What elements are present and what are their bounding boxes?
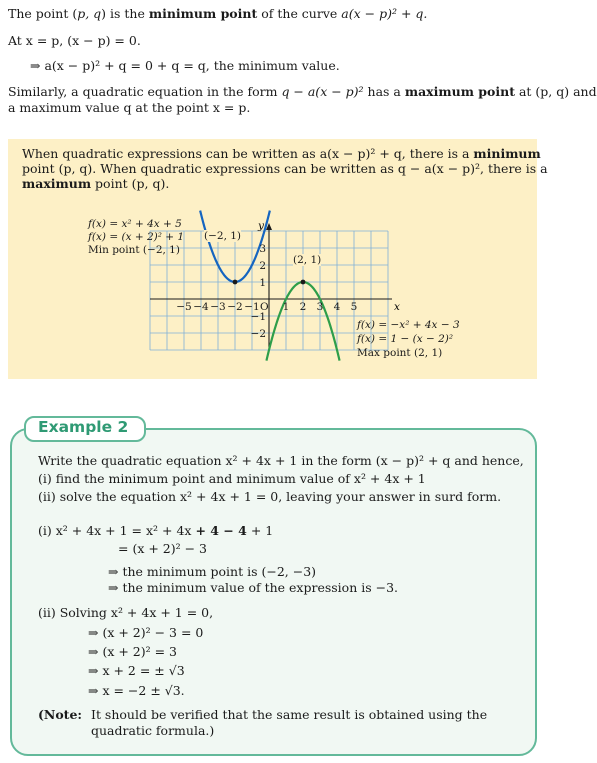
solution-line-8: ⇒ x + 2 = ± √3	[88, 663, 185, 678]
example-title: Example 2	[38, 418, 129, 436]
intro-line-5: a maximum value q at the point x = p.	[8, 100, 251, 115]
x-tick-label: −1	[244, 301, 260, 313]
x-tick-label: 3	[316, 301, 324, 313]
quadratic-graph	[8, 139, 537, 379]
intro-line-4: Similarly, a quadratic equation in the form q − a(x − p)² has a maximum point at (p, q) and	[8, 84, 597, 99]
example-question-1: Write the quadratic equation x² + 4x + 1 in the form (x − p)² + q and hence,	[38, 453, 524, 468]
example-question-2: (i) find the minimum point and minimum value of x² + 4x + 1	[38, 471, 426, 486]
example-question-3: (ii) solve the equation x² + 4x + 1 = 0, leaving your answer in surd form.	[38, 489, 502, 504]
y-axis-label: y	[258, 220, 264, 232]
min-point-marker	[233, 280, 238, 285]
x-tick-label: 4	[333, 301, 341, 313]
intro-line-2: At x = p, (x − p) = 0.	[8, 33, 141, 48]
x-tick-label: −5	[176, 301, 192, 313]
x-tick-label: −3	[210, 301, 226, 313]
max-point-marker	[301, 280, 306, 285]
x-tick-label: −2	[227, 301, 243, 313]
solution-line-9: ⇒ x = −2 ± √3.	[88, 683, 185, 698]
y-tick-label: 3	[259, 243, 266, 255]
x-axis-label: x	[394, 301, 400, 313]
right-label-1: f(x) = −x² + 4x − 3	[357, 319, 460, 331]
right-label-2: f(x) = 1 − (x − 2)²	[357, 333, 454, 345]
solution-line-5: (ii) Solving x² + 4x + 1 = 0,	[38, 605, 214, 620]
solution-line-7: ⇒ (x + 2)² = 3	[88, 644, 178, 659]
x-tick-label: 1	[282, 301, 290, 313]
note-line-1: It should be verified that the same result is obtained using the	[91, 707, 488, 722]
x-tick-label: 2	[299, 301, 307, 313]
note-label: (Note:	[38, 707, 83, 722]
left-label-3: Min point (−2, 1)	[88, 244, 180, 256]
solution-line-3: ⇒ the minimum point is (−2, −3)	[108, 564, 317, 579]
x-tick-label: −4	[193, 301, 209, 313]
intro-line-1: The point (p, q) is the minimum point of the curve a(x − p)² + q.	[8, 6, 428, 21]
note-line-2: quadratic formula.)	[91, 723, 215, 738]
left-label-1: f(x) = x² + 4x + 5	[88, 218, 182, 230]
graph-axes	[150, 223, 392, 350]
summary-line-1: When quadratic expressions can be written as a(x − p)² + q, there is a minimum	[22, 146, 541, 161]
summary-line-3: maximum point (p, q).	[22, 176, 170, 191]
intro-line-3: ⇒ a(x − p)² + q = 0 + q = q, the minimum value.	[30, 58, 340, 73]
y-tick-label: 2	[259, 260, 266, 272]
summary-box	[8, 139, 548, 379]
solution-line-2: = (x + 2)² − 3	[118, 541, 208, 556]
summary-line-2: point (p, q). When quadratic expressions can be written as q − a(x − p)², there is a	[22, 161, 548, 176]
y-tick-label: −2	[250, 328, 266, 340]
y-tick-label: 1	[259, 277, 266, 289]
solution-line-6: ⇒ (x + 2)² − 3 = 0	[88, 625, 204, 640]
right-label-3: Max point (2, 1)	[357, 347, 443, 359]
solution-line-4: ⇒ the minimum value of the expression is −3.	[108, 580, 399, 595]
solution-line-1: (i) x² + 4x + 1 = x² + 4x + 4 − 4 + 1	[38, 523, 274, 538]
y-tick-label: −1	[250, 311, 266, 323]
left-label-2: f(x) = (x + 2)² + 1	[88, 231, 185, 243]
x-tick-label: 5	[350, 301, 358, 313]
max-point-label: (2, 1)	[293, 254, 322, 266]
x-tick-label: O	[260, 301, 269, 313]
min-point-label: (−2, 1)	[204, 230, 242, 242]
